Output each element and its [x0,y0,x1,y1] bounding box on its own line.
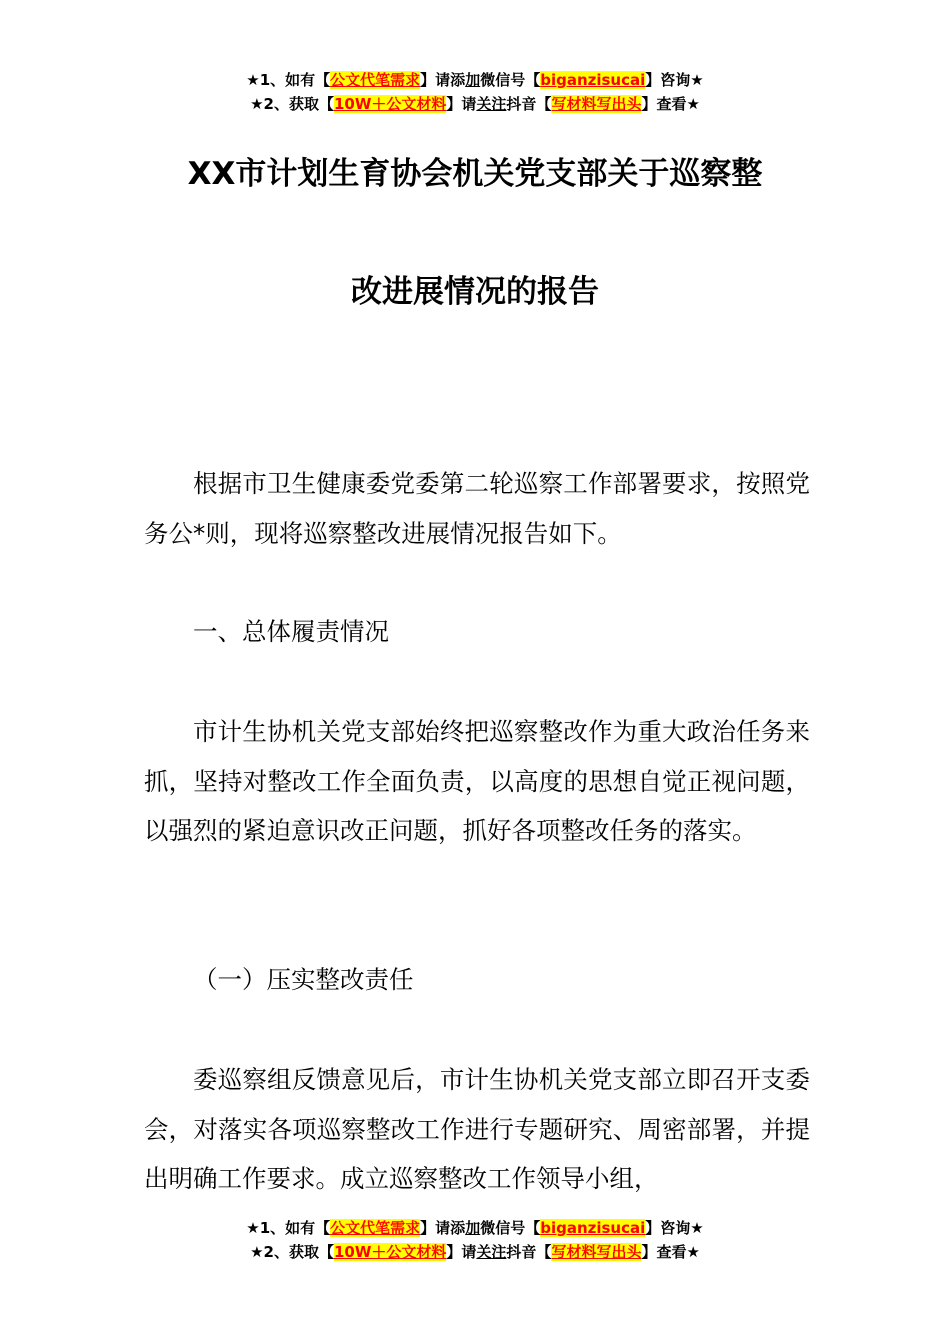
promo-text: 】查看★ [641,95,700,113]
section-heading: 一、总体履责情况 [193,617,389,646]
promo-emphasis: 加 [465,71,481,89]
promo-highlight: 10W＋公文材料 [333,1243,447,1261]
promo-text: 】查看★ [641,1243,700,1261]
promo-line-2 [0,92,950,116]
intro-paragraph: 根据市卫生健康委党委第二轮巡察工作部署要求，按照党务公*则，现将巡察整改进展情况报告如下。 [144,469,810,548]
promo-text: ★1、如有【 [246,1219,331,1237]
promo-text: 】请 [446,1243,477,1261]
promo-highlight: 写材料写出头 [551,1243,642,1261]
body-paragraph: 委巡察组反馈意见后，市计生协机关党支部立即召开支委会，对落实各项巡察整改工作进行专题研究、周密部署，并提出明确工作要求。成立巡察整改工作领导小组， [144,1065,810,1193]
promo-text: 】咨询★ [645,1219,704,1237]
promo-text: 】请 [446,95,477,113]
subsection-heading: （一）压实整改责任 [193,965,414,994]
document-title-line-2: 改进展情况的报告 [351,274,599,310]
promo-emphasis: 关注 [476,95,507,113]
promo-text: 】请添 [420,1219,466,1237]
promo-emphasis: 关注 [476,1243,507,1261]
promo-text: 抖音【 [506,1243,552,1261]
promo-line-1 [0,1216,950,1240]
promo-text: 抖音【 [506,95,552,113]
promo-text: 】咨询★ [645,71,704,89]
promo-footer [0,1216,950,1264]
promo-highlight: biganzisucai [540,1219,646,1237]
promo-text: ★2、获取【 [250,1243,334,1261]
document-title-line-1: XX市计划生育协会机关党支部关于巡察整 [187,156,763,192]
promo-highlight: 10W＋公文材料 [333,95,447,113]
promo-text: 微信号【 [480,1219,541,1237]
promo-emphasis: 加 [465,1219,481,1237]
promo-highlight: 写材料写出头 [551,95,642,113]
promo-highlight: biganzisucai [540,71,646,89]
promo-text: ★1、如有【 [246,71,331,89]
promo-header [0,68,950,116]
promo-text: 】请添 [420,71,466,89]
promo-line-2 [0,1240,950,1264]
promo-text: 微信号【 [480,71,541,89]
promo-highlight: 公文代笔需求 [330,71,421,89]
promo-highlight: 公文代笔需求 [330,1219,421,1237]
promo-text: ★2、获取【 [250,95,334,113]
body-paragraph: 市计生协机关党支部始终把巡察整改作为重大政治任务来抓，坚持对整改工作全面负责，以高度的思想自觉正视问题，以强烈的紧迫意识改正问题，抓好各项整改任务的落实。 [144,717,810,845]
promo-line-1 [0,68,950,92]
